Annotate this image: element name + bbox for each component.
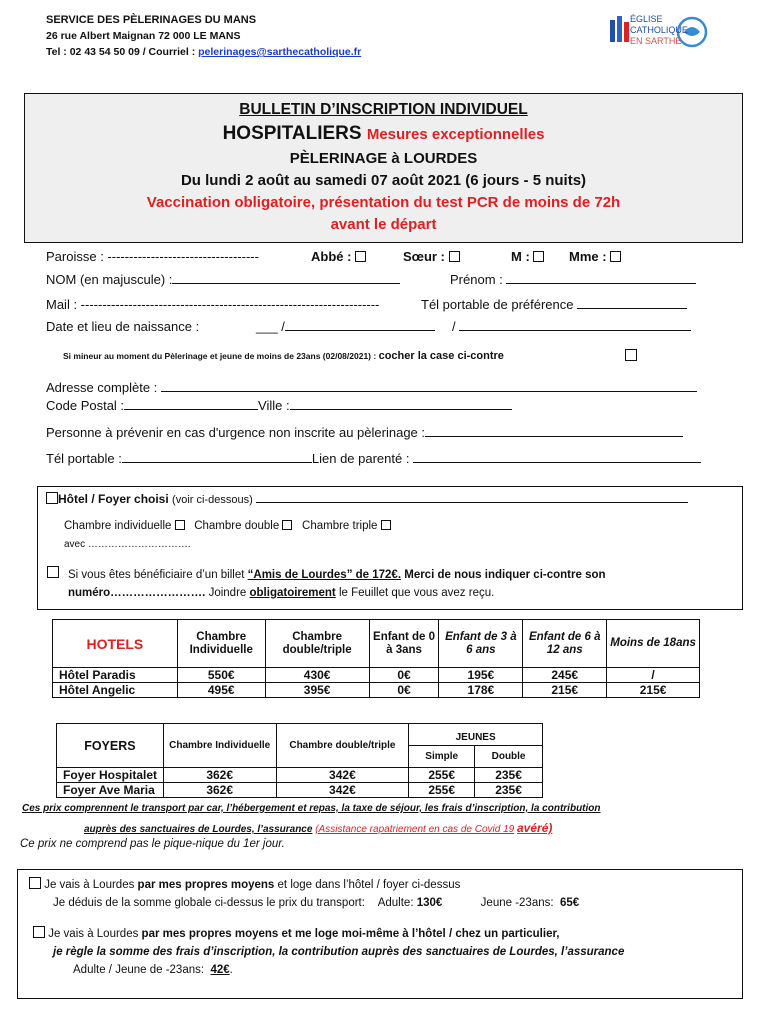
mme-checkbox[interactable] [610,251,621,262]
letterhead [46,12,361,60]
o1h: 65€ [559,897,580,909]
table-row [53,683,700,698]
hotels-h2: Chambre double/triple [265,620,369,668]
amis-1: Si vous êtes bénéficiaire d’un billet [68,569,245,581]
abbe-option[interactable] [311,249,366,264]
price-cell: 430€ [265,668,369,683]
price-note-2 [84,821,552,835]
tel2-input[interactable] [122,462,312,463]
adresse-label: Adresse complète : [46,380,158,395]
vaccination-notice: Vaccination obligatoire, présentation du test PCR de moins de 72h [146,194,621,211]
hotel-choice-title: Hôtel / Foyer choisi [58,492,169,506]
abbe-label: Abbé : [311,249,352,264]
exceptional-measures: Mesures exceptionnelles [366,126,545,143]
o2e: 42€ [210,964,230,976]
hotels-label: HOTELS [53,620,178,668]
price-cell: 342€ [276,783,409,798]
mme-option[interactable] [569,249,621,264]
room-ind-label: Chambre individuelle [64,520,172,532]
tel-label: Tél portable de préférence [421,297,574,312]
org-address: 26 rue Albert Maignan 72 000 LE MANS [46,30,241,42]
price-note-2b: (Assistance rapatriement en cas de Covid 19 [315,824,515,835]
bulletin-title: BULLETIN D’INSCRIPTION INDIVIDUEL [239,101,528,118]
hotel-choice-checkbox[interactable] [46,492,58,504]
mineur-label: Si mineur au moment du Pèlerinage et jeune de moins de 23ans (02/08/2021) : [63,351,377,361]
price-cell: 495€ [177,683,265,698]
prenom-label: Prénom : [450,272,503,287]
m-checkbox[interactable] [533,251,544,262]
hotel-name: Hôtel Paradis [53,668,178,683]
price-note-3: Ce prix ne comprend pas le pique-nique du 1er jour. [20,838,285,850]
price-cell: 255€ [409,768,475,783]
amis-3: Merci de nous indiquer ci-contre son [404,569,606,581]
adresse-input[interactable] [161,391,697,392]
hotels-table [52,619,700,698]
o1b: par mes propres moyens [137,879,275,891]
m-label: M : [511,249,530,264]
price-cell: 395€ [265,683,369,698]
urgence-row [46,425,683,440]
tel-row [421,297,687,312]
option-own-lodging: Je vais à Lourdes par mes propres moyens et me loge moi-même à l’hôtel / chez un particulier, je règle la somme des frais d’inscription, la contribution auprès des sanctuaires de Lourdes, l’assurance Adulte / Jeune de -23ans: 42€. [33,925,733,979]
price-note-2c: avéré) [517,821,553,835]
amis-7: le Feuillet que vous avez reçu. [338,587,495,599]
room-dbl-checkbox[interactable] [282,520,292,530]
foyers-header-row [57,724,543,746]
hotels-h5: Enfant de 6 à 12 ans [523,620,607,668]
naissance-day[interactable]: ___ / [256,319,285,334]
own-lodging-checkbox[interactable] [33,926,45,938]
abbe-checkbox[interactable] [355,251,366,262]
pilgrimage-title: PÈLERINAGE à LOURDES [289,150,478,167]
price-cell: 235€ [475,783,543,798]
naissance-place-row [452,319,691,334]
price-note-2a: auprès des sanctuaires de Lourdes, l’assurance [84,824,313,835]
foyers-h4: Simple [409,746,475,768]
logo-text-2: CATHOLIQUE [630,25,688,35]
amis-text [68,566,718,602]
room-tri-checkbox[interactable] [381,520,391,530]
foyers-h3: JEUNES [409,724,543,746]
price-cell: 245€ [523,668,607,683]
ville-input[interactable] [290,409,512,410]
logo [606,12,710,64]
nom-row [46,272,400,287]
price-cell: 215€ [523,683,607,698]
o1c: et loge dans l’hôtel / foyer ci-dessus [277,879,461,891]
avec-field[interactable]: avec …………………………. [64,539,191,550]
naissance-row [256,319,435,334]
lien-input[interactable] [413,462,701,463]
naissance-label: Date et lieu de naissance : [46,319,200,334]
o1e: Adulte: [377,897,414,909]
hospitaliers-title: HOSPITALIERS [222,123,362,144]
nom-label: NOM (en majuscule) : [46,272,173,287]
price-cell: 362€ [163,768,276,783]
logo-text-3: EN SARTHE [630,36,682,46]
foyers-table [56,723,543,798]
room-options [64,520,391,532]
o1g: Jeune -23ans: [480,897,554,909]
foyers-h2: Chambre double/triple [276,724,409,768]
org-name: SERVICE DES PÈLERINAGES DU MANS [46,14,257,26]
naissance-slash: / [452,319,456,334]
table-row [57,768,543,783]
m-option[interactable] [511,249,544,264]
tel-input[interactable] [577,308,687,309]
soeur-option[interactable] [403,249,460,264]
o2d: Adulte / Jeune de -23ans: [73,964,205,976]
prenom-input[interactable] [506,283,696,284]
o1d: Je déduis de la somme globale ci-dessus le prix du transport: [53,897,365,909]
price-cell: 178€ [439,683,523,698]
hotels-header-row [53,620,700,668]
o1a: Je vais à Lourdes [44,879,135,891]
room-dbl-label: Chambre double [194,520,280,532]
hotel-name: Hôtel Angelic [53,683,178,698]
hotels-h4: Enfant de 3 à 6 ans [439,620,523,668]
hotel-choice-subtitle: (voir ci-dessous) [172,494,253,506]
price-cell: / [607,668,700,683]
mineur-instruction: cocher la case ci-contre [378,350,504,362]
o1f: 130€ [416,897,443,909]
vaccination-notice-2: avant le départ [330,216,437,233]
hotel-choice-input[interactable] [256,502,688,503]
price-cell: 362€ [163,783,276,798]
lien-label: Lien de parenté : [311,451,410,466]
price-note-1: Ces prix comprennent le transport par car, l’hébergement et repas, la taxe de séjour, les frais d’inscription, la contribution [22,803,601,814]
tel2-row [46,451,701,466]
foyer-name: Foyer Ave Maria [57,783,164,798]
price-cell: 215€ [607,683,700,698]
hotels-h6: Moins de 18ans [607,620,700,668]
o2b: par mes propres moyens et me loge moi-même à l’hôtel / chez un particulier, [141,928,560,940]
price-cell: 550€ [177,668,265,683]
o2a: Je vais à Lourdes [48,928,139,940]
own-transport-checkbox[interactable] [29,877,41,889]
logo-text-1: ÉGLISE [630,14,663,24]
urgence-label: Personne à prévenir en cas d'urgence non inscrite au pèlerinage : [46,425,425,440]
tel2-label: Tél portable : [46,451,122,466]
foyers-h5: Double [475,746,543,768]
price-cell: 342€ [276,768,409,783]
room-tri-label: Chambre triple [302,520,378,532]
paroisse-field[interactable]: Paroisse : ----------------------------------- [46,249,259,264]
table-row [57,783,543,798]
hotels-h1: Chambre Individuelle [177,620,265,668]
title-box [24,93,743,243]
mail-field[interactable]: Mail : --------------------------------------------------------------------- [46,297,380,312]
price-cell: 255€ [409,783,475,798]
foyer-name: Foyer Hospitalet [57,768,164,783]
price-cell: 195€ [439,668,523,683]
hotels-h3: Enfant de 0 à 3ans [369,620,439,668]
nom-input[interactable] [172,283,400,284]
mineur-checkbox[interactable] [625,349,637,361]
room-ind-checkbox[interactable] [175,520,185,530]
org-contact: Tel : 02 43 54 50 09 / Courriel : [46,46,199,58]
email-link[interactable]: pelerinages@sarthecatholique.fr [198,46,362,58]
option-own-transport [29,876,729,912]
adresse-row [46,380,697,395]
naissance-place-input[interactable] [459,330,691,331]
soeur-label: Sœur : [403,249,445,264]
o2c: je règle la somme des frais d’inscription, la contribution auprès des sanctuaires de Lourdes, l’assurance [53,946,625,958]
amis-4[interactable]: numéro……………………. [68,587,206,599]
naissance-date-input[interactable] [285,330,435,331]
foyers-label: FOYERS [57,724,164,768]
amis-2: “Amis de Lourdes” de 172€. [247,569,402,581]
amis-5: Joindre [208,587,247,599]
foyers-h1: Chambre Individuelle [163,724,276,768]
urgence-input[interactable] [425,436,683,437]
mme-label: Mme : [569,249,607,264]
price-cell: 235€ [475,768,543,783]
mineur-row [63,350,504,362]
hotel-choice-row [46,492,688,506]
amis-checkbox[interactable] [47,566,59,578]
prenom-row [450,272,696,287]
price-cell: 0€ [369,683,439,698]
amis-6: obligatoirement [249,587,336,599]
price-cell: 0€ [369,668,439,683]
cp-row [46,398,512,413]
cp-input[interactable] [124,409,258,410]
table-row [53,668,700,683]
dates: Du lundi 2 août au samedi 07 août 2021 (6 jours - 5 nuits) [180,172,587,189]
ville-label: Ville : [258,398,290,413]
cp-label: Code Postal : [46,398,125,413]
soeur-checkbox[interactable] [449,251,460,262]
